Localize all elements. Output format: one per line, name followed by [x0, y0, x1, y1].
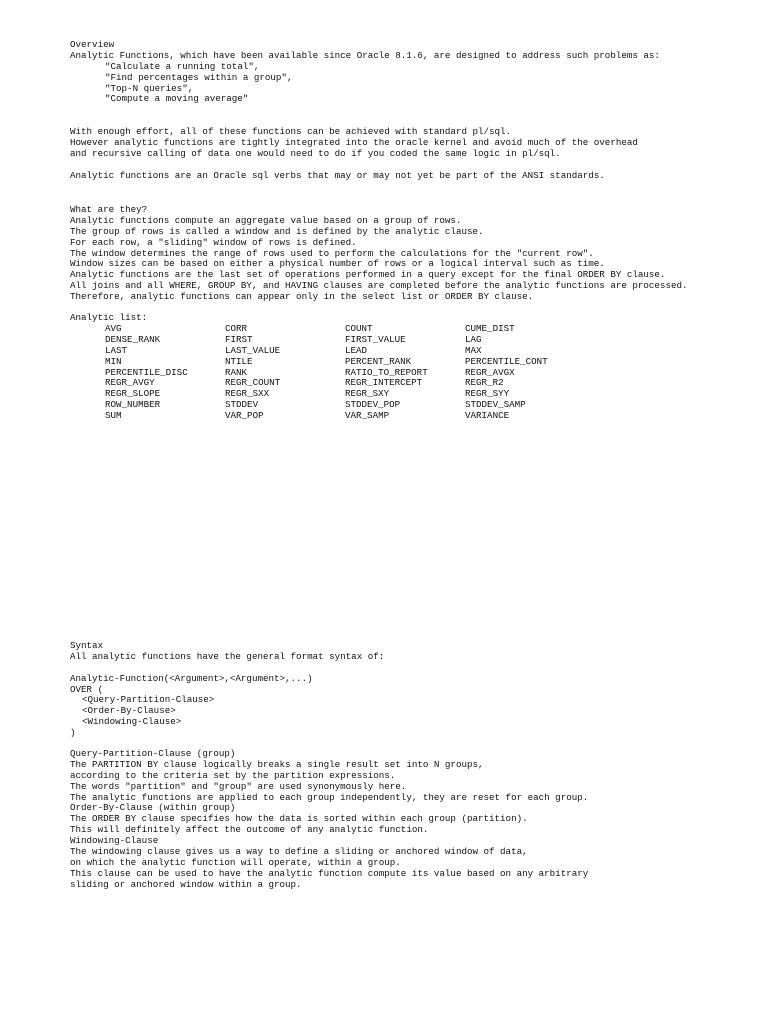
function-name: REGR_SYY: [465, 388, 510, 400]
problem-item: "Calculate a running total",: [105, 60, 260, 72]
syntax-over: OVER (: [70, 683, 104, 695]
function-name: CORR: [225, 323, 248, 334]
what-line: Analytic functions are the last set of operations performed in a query except for the final ORDER BY clause.: [70, 269, 666, 281]
list-row: [105, 411, 585, 422]
overview-intro: Analytic Functions, which have been available since Oracle 8.1.6, are designed to address such problems as:: [70, 49, 660, 61]
clause-line: The windowing clause gives us a way to define a sliding or anchored window of data,: [70, 846, 528, 858]
function-name: LAG: [465, 333, 482, 345]
effort-line: With enough effort, all of these functions can be achieved with standard pl/sql.: [70, 126, 512, 137]
syntax-heading: Syntax: [70, 640, 104, 651]
overview-heading: Overview: [70, 39, 115, 50]
syntax-intro: All analytic functions have the general format syntax of:: [70, 650, 385, 662]
function-name: PERCENTILE_CONT: [465, 355, 548, 367]
ansi-section: [70, 171, 760, 182]
syntax-clause: <Order-By-Clause>: [82, 705, 176, 717]
function-name: REGR_AVGX: [465, 366, 515, 378]
function-name: REGR_SXX: [225, 388, 270, 400]
function-name: ROW_NUMBER: [105, 399, 161, 411]
function-name: VARIANCE: [465, 410, 510, 422]
what-line: The window determines the range of rows used to perform the calculations for the "current row".: [70, 247, 594, 259]
function-name: STDDEV_POP: [345, 399, 401, 411]
what-heading: What are they?: [70, 204, 148, 215]
problem-item: "Find percentages within a group",: [105, 71, 293, 83]
analytic-list-heading: Analytic list:: [70, 312, 148, 323]
function-name: PERCENTILE_DISC: [105, 366, 188, 378]
problem-item: "Compute a moving average": [105, 93, 249, 105]
clauses-detail-section: [70, 749, 760, 891]
function-name: RATIO_TO_REPORT: [345, 366, 428, 378]
function-name: LAST: [105, 344, 128, 356]
function-name: CUME_DIST: [465, 323, 515, 334]
clause-line: Windowing-Clause: [70, 835, 159, 847]
clause-line: The analytic functions are applied to each group independently, they are reset for each group.: [70, 791, 589, 803]
what-line: Window sizes can be based on either a physical number of rows or a logical interval such as time.: [70, 258, 605, 270]
syntax-clause: <Query-Partition-Clause>: [82, 694, 215, 706]
clause-line: The ORDER BY clause specifies how the data is sorted within each group (partition).: [70, 813, 528, 825]
syntax-clause: <Windowing-Clause>: [82, 716, 182, 728]
what-line: For each row, a "sliding" window of rows is defined.: [70, 236, 357, 248]
clause-line: according to the criteria set by the partition expressions.: [70, 769, 396, 781]
clause-line: This will definitely affect the outcome of any analytic function.: [70, 824, 429, 836]
syntax-section: [70, 641, 760, 739]
function-name: FIRST: [225, 333, 253, 345]
syntax-function: Analytic-Function(<Argument>,<Argument>,...): [70, 672, 313, 684]
overview-section: [70, 40, 760, 105]
what-line: The group of rows is called a window and is defined by the analytic clause.: [70, 225, 484, 237]
function-name: AVG: [105, 323, 122, 334]
function-name: REGR_SXY: [345, 388, 390, 400]
problem-item: "Top-N queries",: [105, 82, 194, 94]
function-name: NTILE: [225, 355, 253, 367]
function-name: MAX: [465, 344, 482, 356]
syntax-close: ): [70, 727, 76, 739]
what-line: All joins and all WHERE, GROUP BY, and HAVING clauses are completed before the analytic functions are processed.: [70, 280, 688, 292]
function-name: LAST_VALUE: [225, 344, 281, 356]
analytic-list-section: [70, 313, 760, 324]
clause-line: The words "partition" and "group" are used synonymously here.: [70, 780, 407, 792]
clause-line: on which the analytic function will operate, within a group.: [70, 856, 401, 868]
what-line: Therefore, analytic functions can appear only in the select list or ORDER BY clause.: [70, 291, 534, 303]
effort-line: and recursive calling of data one would need to do if you coded the same logic in pl/sql.: [70, 147, 561, 159]
clause-line: sliding or anchored window within a group.: [70, 878, 302, 890]
clause-line: Order-By-Clause (within group): [70, 802, 236, 814]
function-name: COUNT: [345, 323, 373, 334]
what-section: [70, 205, 760, 303]
function-name: LEAD: [345, 344, 368, 356]
clause-line: The PARTITION BY clause logically breaks a single result set into N groups,: [70, 758, 484, 770]
function-name: FIRST_VALUE: [345, 333, 406, 345]
what-line: Analytic functions compute an aggregate value based on a group of rows.: [70, 214, 462, 226]
clause-line: Query-Partition-Clause (group): [70, 748, 236, 759]
function-name: REGR_SLOPE: [105, 388, 161, 400]
effort-line: However analytic functions are tightly integrated into the oracle kernel and avoid much of the overhead: [70, 136, 638, 148]
function-name: REGR_COUNT: [225, 377, 281, 389]
function-name: REGR_R2: [465, 377, 504, 389]
function-name: REGR_INTERCEPT: [345, 377, 423, 389]
function-name: MIN: [105, 355, 122, 367]
function-name: STDDEV: [225, 399, 259, 411]
effort-section: [70, 127, 760, 160]
function-name: DENSE_RANK: [105, 333, 161, 345]
function-name: STDDEV_SAMP: [465, 399, 526, 411]
function-name: VAR_SAMP: [345, 410, 390, 422]
ansi-line: Analytic functions are an Oracle sql verbs that may or may not yet be part of the ANSI standards.: [70, 170, 605, 181]
function-name: RANK: [225, 366, 248, 378]
clause-line: This clause can be used to have the analytic function compute its value based on any arbitrary: [70, 867, 589, 879]
list-row: [105, 357, 585, 368]
function-name: VAR_POP: [225, 410, 264, 422]
function-name: REGR_AVGY: [105, 377, 155, 389]
function-name: SUM: [105, 410, 122, 422]
analytic-list-grid: [105, 324, 585, 422]
function-name: PERCENT_RANK: [345, 355, 412, 367]
